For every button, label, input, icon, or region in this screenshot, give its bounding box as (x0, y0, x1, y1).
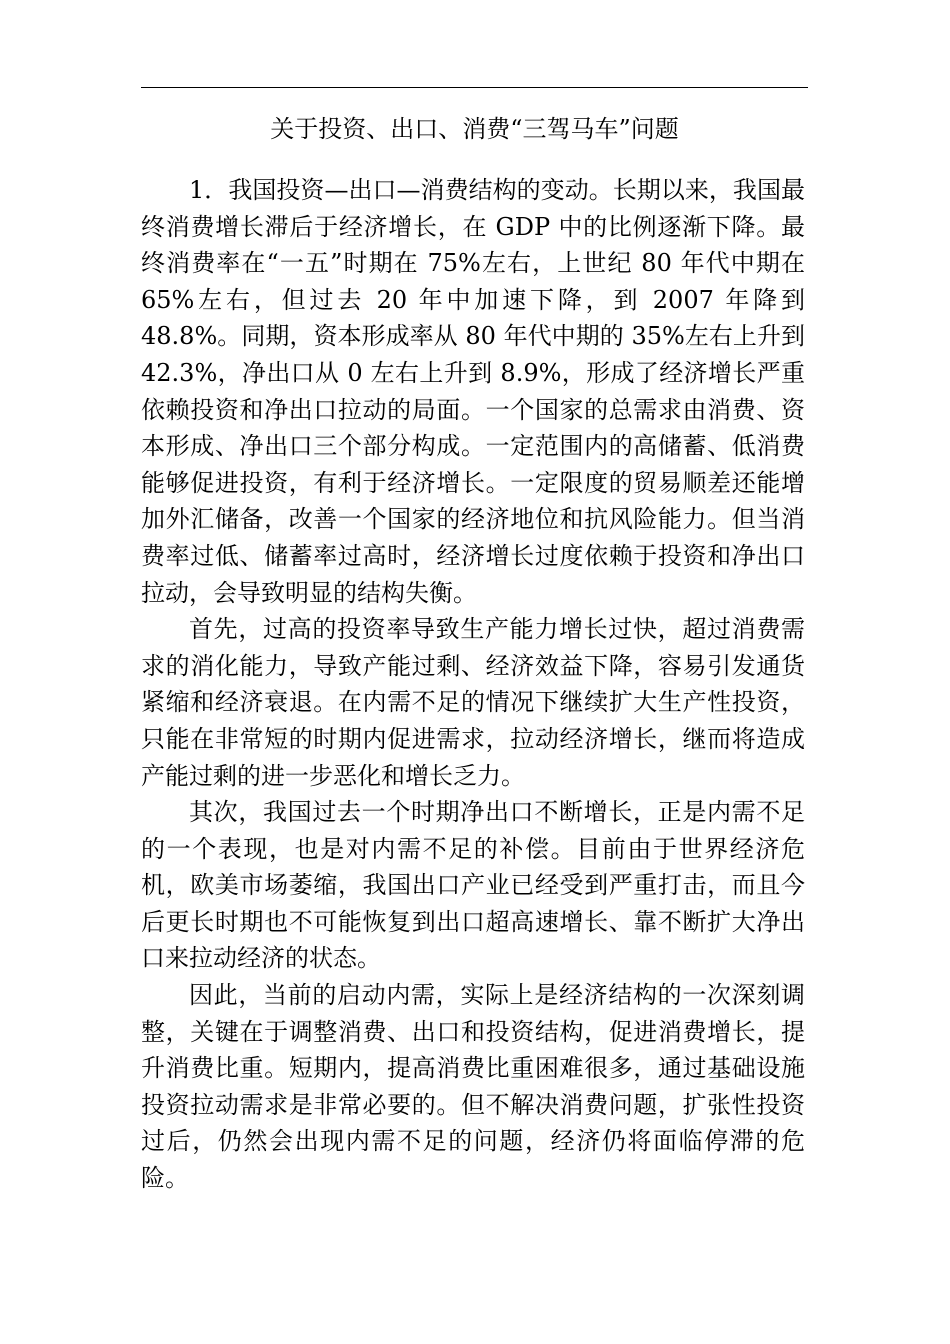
document-body (141, 172, 805, 1197)
paragraph-first-point: 首先，过高的投资率导致生产能力增长过快，超过消费需求的消化能力，导致产能过剩、经济效益下降，容易引发通货紧缩和经济衰退。在内需不足的情况下继续扩大生产性投资，只能在非常短的时期内促进需求，拉动经济增长，继而将造成产能过剩的进一步恶化和增长乏力。 (141, 615, 805, 790)
paragraph-structure-change: 1．我国投资—出口—消费结构的变动。长期以来，我国最终消费增长滞后于经济增长，在 GDP 中的比例逐渐下降。最终消费率在“一五”时期在 75%左右，上世纪 80 年代中期在 65%左右，但过去 20 年中加速下降，到 2007 年降到 48.8%。同期，资本形成率从 80 年代中期的 35%左右上升到 42.3%，净出口从 0 左右上升到 8.9%，形成了经济增长严重依赖投资和净出口拉动的局面。一个国家的总需求由消费、资本形成、净出口三个部分构成。一定范围内的高储蓄、低消费能够促进投资，有利于经济增长。一定限度的贸易顺差还能增加外汇储备，改善一个国家的经济地位和抗风险能力。但当消费率过低、储蓄率过高时，经济增长过度依赖于投资和净出口拉动，会导致明显的结构失衡。 (141, 176, 805, 607)
paragraph-second-point: 其次，我国过去一个时期净出口不断增长，正是内需不足的一个表现，也是对内需不足的补偿。目前由于世界经济危机，欧美市场萎缩，我国出口产业已经受到严重打击，而且今后更长时期也不可能恢复到出口超高速增长、靠不断扩大净出口来拉动经济的状态。 (141, 798, 805, 973)
paragraph-conclusion: 因此，当前的启动内需，实际上是经济结构的一次深刻调整，关键在于调整消费、出口和投资结构，促进消费增长，提升消费比重。短期内，提高消费比重困难很多，通过基础设施投资拉动需求是非常必要的。但不解决消费问题，扩张性投资过后，仍然会出现内需不足的问题，经济仍将面临停滞的危险。 (141, 981, 805, 1193)
header-rule (141, 87, 808, 88)
document-title: 关于投资、出口、消费“三驾马车”问题 (270, 115, 679, 143)
